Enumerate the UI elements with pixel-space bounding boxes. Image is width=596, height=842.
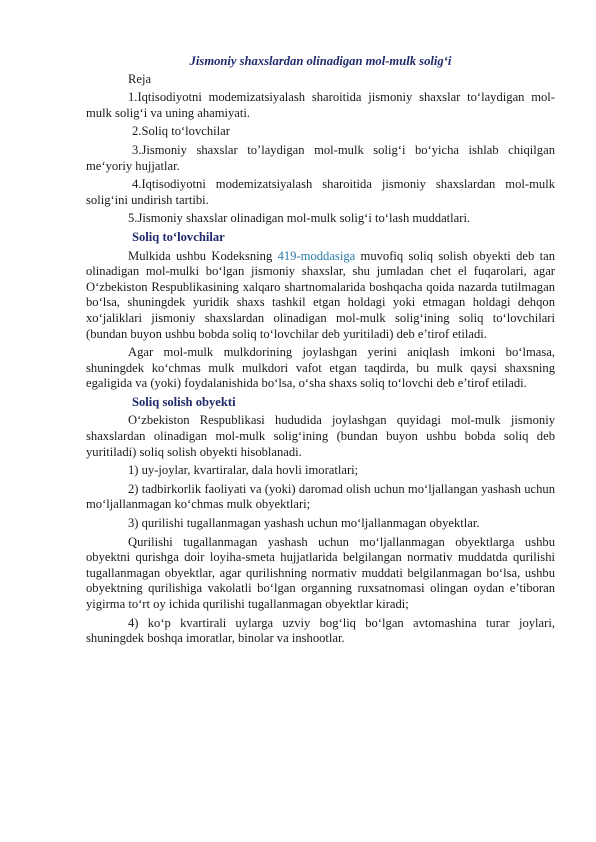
section-heading-taxpayers: Soliq to‘lovchilar xyxy=(132,229,225,244)
tax-object-intro: O‘zbekiston Respublikasi hududida joylashgan quyidagi mol-mulk jismoniy shaxslardan olinadigan mol-mulk solig‘ining (bundan buyon ushbu bobda soliq deb yuritiladi) soliq solish obyekti hisoblanadi. xyxy=(86,413,555,459)
plan-item-4: 4.Iqtisodiyotni modemizatsiyalash sharoitida jismoniy shaxslardan mol-mulk solig‘ini undirish tartibi. xyxy=(86,177,555,207)
taxpayers-text-end: muvofiq soliq solish obyekti deb tan olinadigan mol-mulki bo‘lgan jismoniy shaxslar, shu jumladan chet el fuqarolari, agar O‘zbekiston Respublikasining xalqaro shartnomalarida boshqacha qoida nazarda tutilmagan bo‘lsa, shuningdek yuridik shaxs tashkil etgan holdagi yoki etmagan holdagi dehqon xo‘jaliklari jismoniy shaxslardan olinadigan mol-mulk solig‘ining soliq to‘lovchilari (bundan buyon ushbu bobda soliq to‘lovchilar deb yuritiladi) deb e’tirof etiladi. xyxy=(86,248,555,341)
tax-object-paragraph: Qurilishi tugallanmagan yashash uchun mo‘ljallanmagan obyektlarga ushbu obyektni qurishga doir loyiha-smeta hujjatlarida belgilangan normativ muddatda qurilishi tugallanmagan obyektlar, agar qurilishning normativ muddati belgilanmagan bo‘lsa, ushbu obyektning qurilishiga vakolatli bo‘lgan organning ruxsatnomasi olingan oydan e’tiboran yigirma to‘rt oy ichida qurilishi tugallanmagan obyektlar kiradi; xyxy=(86,534,555,611)
tax-object-item-1: 1) uy-joylar, kvartiralar, dala hovli imoratlari; xyxy=(128,463,359,478)
plan-item-5: 5.Jismoniy shaxslar olinadigan mol-mulk solig‘i to‘lash muddatlari. xyxy=(128,211,471,226)
plan-item-1: 1.Iqtisodiyotni modemizatsiyalash sharoitida jismoniy shaxslar to‘laydigan mol-mulk solig‘i va uning ahamiyati. xyxy=(86,90,555,120)
plan-label: Reja xyxy=(128,71,152,86)
document-page xyxy=(86,54,555,650)
tax-object-item-2: 2) tadbirkorlik faoliyati va (yoki) daromad olish uchun mo‘ljallangan yashash uchun mo‘ljallanmagan ko‘chmas mulk obyektlari; xyxy=(86,481,555,512)
tax-object-item-4: 4) ko‘p kvartirali uylarga uzviy bog‘liq bo‘lgan avtomashina turar joylari, shuningdek boshqa imoratlar, binolar va inshootlar. xyxy=(86,615,555,646)
taxpayers-text-start: Mulkida ushbu Kodeksning xyxy=(128,248,278,263)
document-title: Jismoniy shaxslardan olinadigan mol-mulk solig‘i xyxy=(189,54,452,68)
taxpayers-paragraph-2: Agar mol-mulk mulkdorining joylashgan yerini aniqlash imkoni bo‘lmasa, shuningdek ko‘chmas mulk mulkdori vafot etgan taqdirda, bu mulk qaysi shaxsning egaligida va (yoki) foydalanishida bo‘lsa, o‘sha shaxs soliq to‘lovchi deb e’tirof etiladi. xyxy=(86,345,555,391)
plan-item-2: 2.Soliq to‘lovchilar xyxy=(132,124,230,139)
section-heading-tax-object: Soliq solish obyekti xyxy=(132,394,236,409)
taxpayers-paragraph-1 xyxy=(86,249,555,343)
tax-object-item-3: 3) qurilishi tugallanmagan yashash uchun mo‘ljallanmagan obyektlar. xyxy=(128,516,480,531)
article-419-link[interactable]: 419-moddasiga xyxy=(277,248,356,263)
plan-item-3: 3.Jismoniy shaxslar to’laydigan mol-mulk solig‘i bo‘yicha ishlab chiqilgan me‘yoriy hujjatlar. xyxy=(86,142,555,173)
